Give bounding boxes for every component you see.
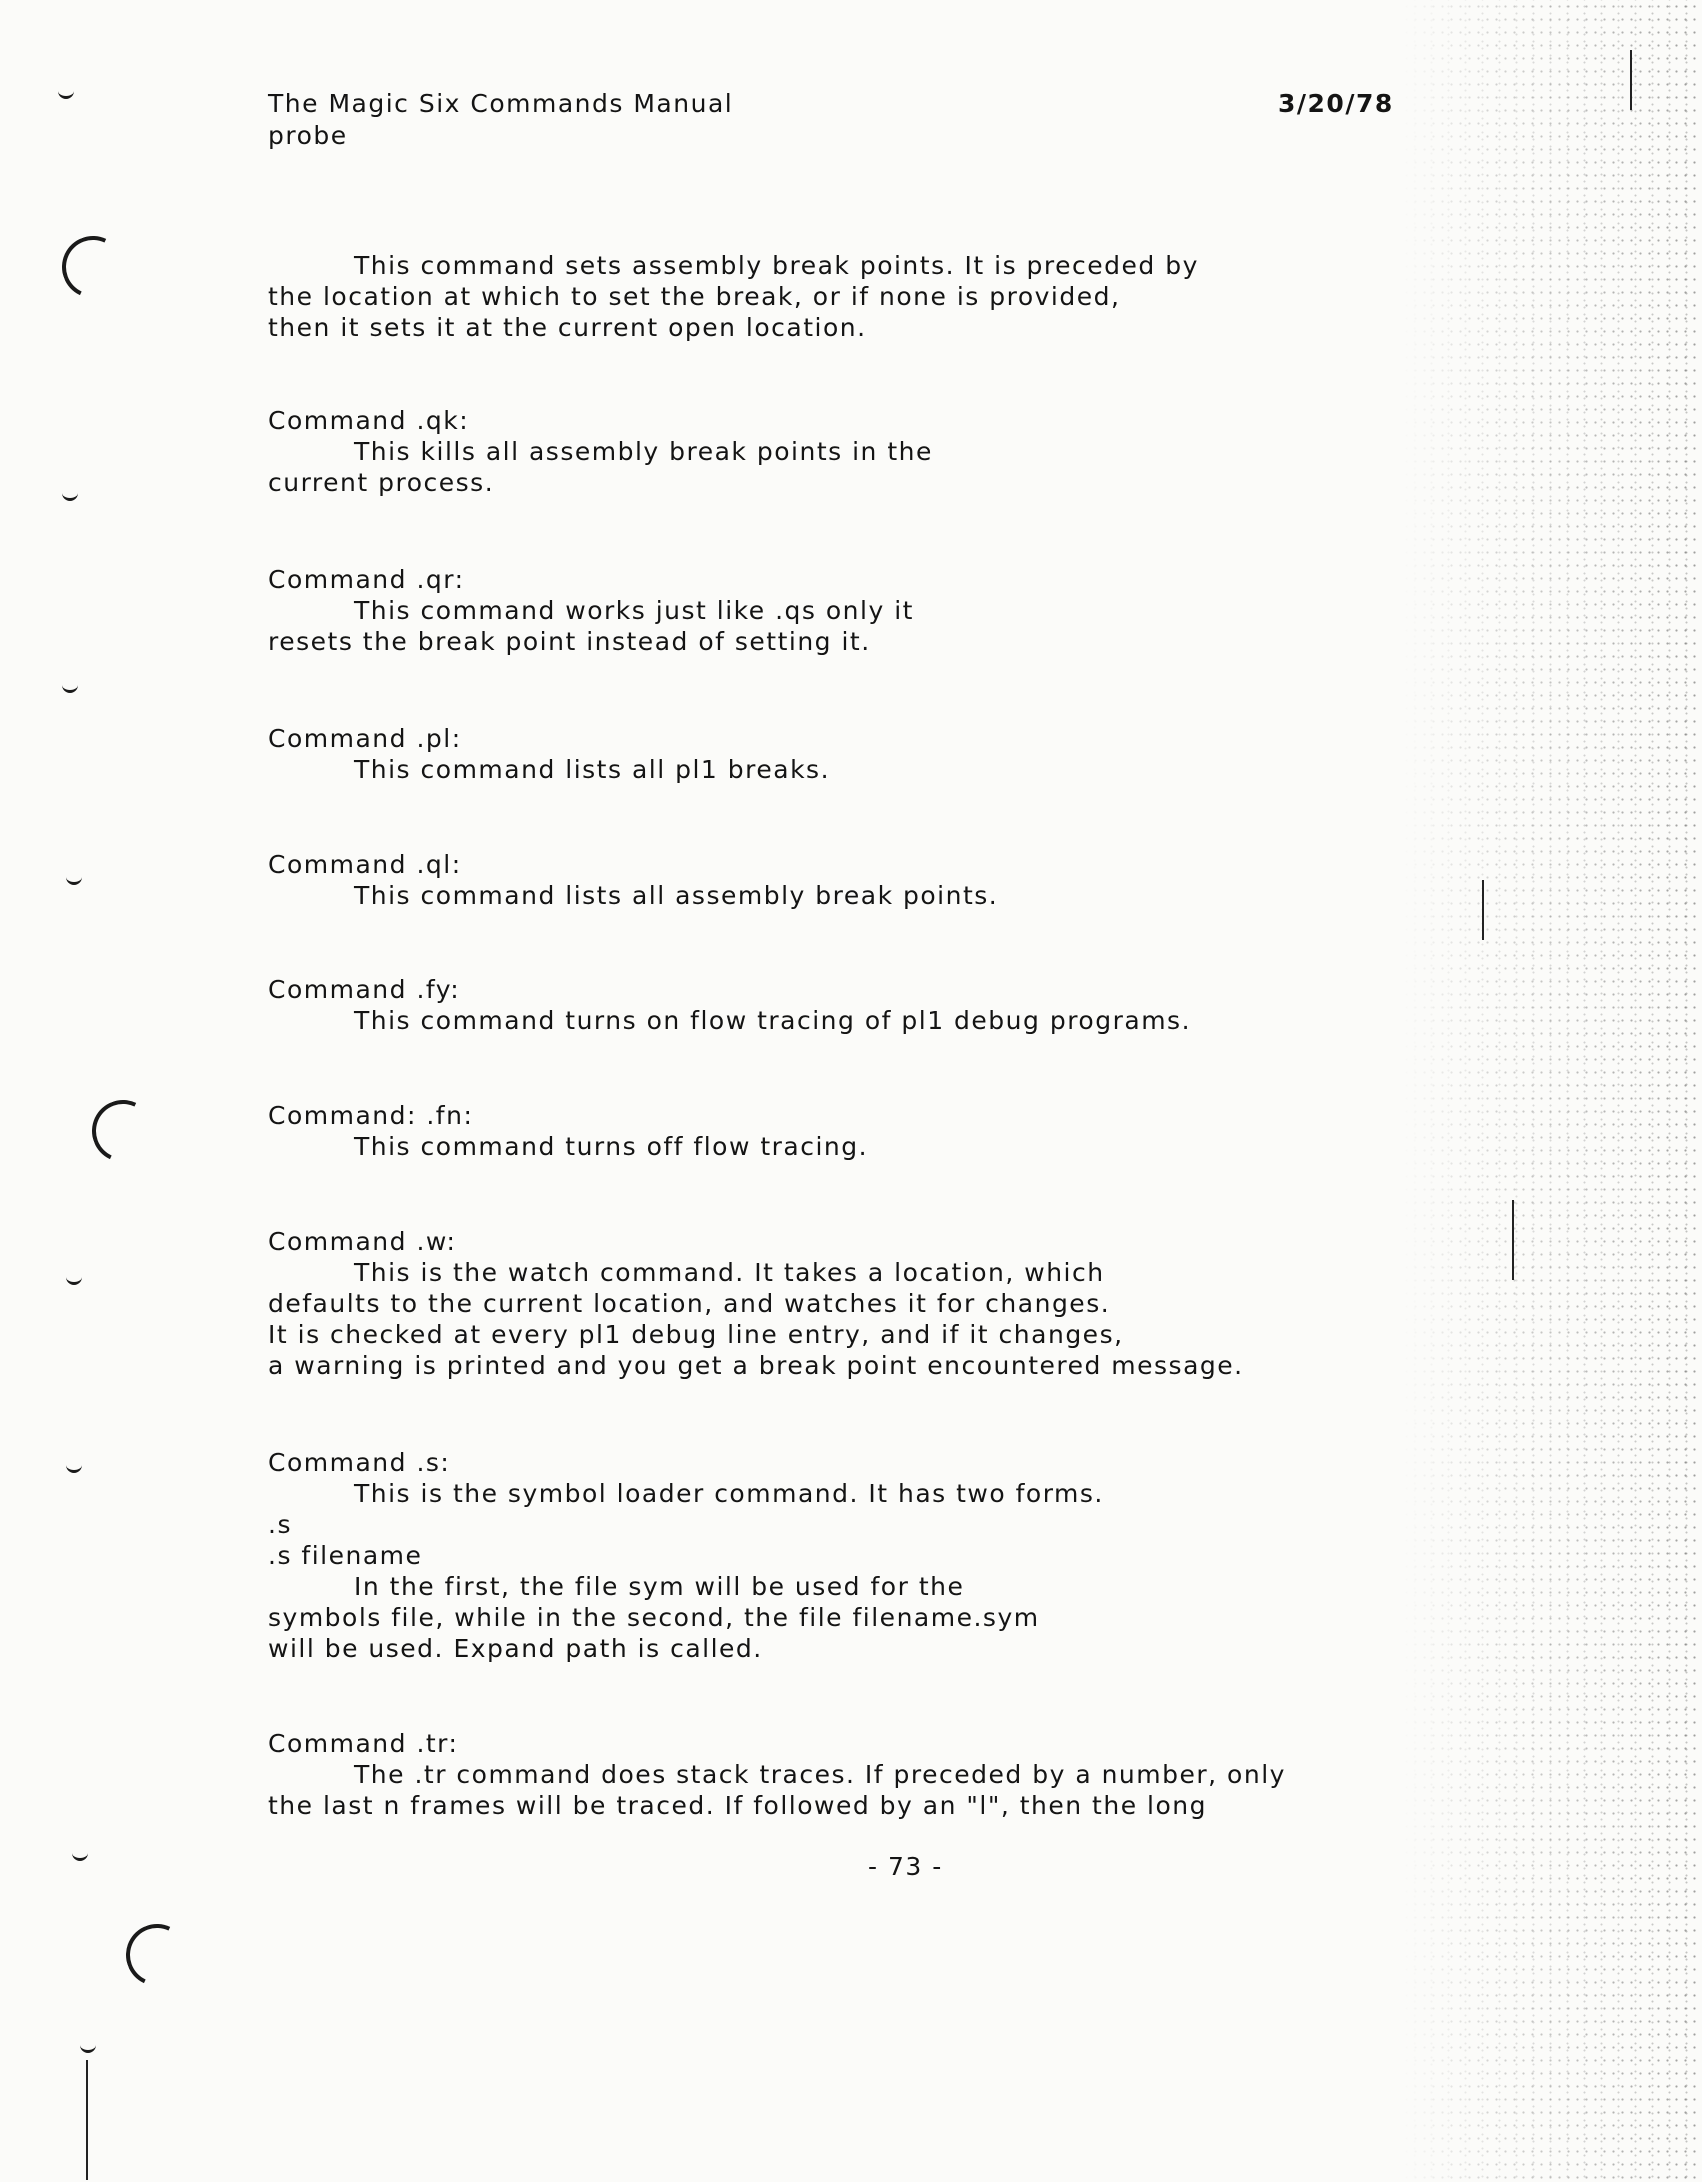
paragraph-line: resets the break point instead of setting it. (268, 627, 871, 656)
command-heading: Command .w: (268, 1227, 457, 1256)
command-heading: Command .s: (268, 1448, 451, 1477)
paragraph-line: the last n frames will be traced. If followed by an "l", then the long (268, 1791, 1207, 1820)
command-heading: Command .ql: (268, 850, 462, 879)
paragraph-line: current process. (268, 468, 495, 497)
paragraph-line: This kills all assembly break points in the (354, 437, 933, 466)
command-section-ql (268, 849, 998, 911)
code-line: .s (268, 1510, 292, 1539)
margin-mark (66, 1276, 82, 1285)
command-heading: Command .qk: (268, 406, 470, 435)
paragraph-line: The .tr command does stack traces. If preceded by a number, only (354, 1760, 1286, 1789)
command-heading: Command: .fn: (268, 1101, 474, 1130)
paragraph-line: defaults to the current location, and watches it for changes. (268, 1289, 1111, 1318)
paragraph-line: It is checked at every pl1 debug line entry, and if it changes, (268, 1320, 1124, 1349)
paragraph-line: then it sets it at the current open location. (268, 313, 867, 342)
punch-hole (117, 1915, 196, 1994)
punch-hole (53, 227, 132, 306)
paragraph-line: will be used. Expand path is called. (268, 1634, 763, 1663)
scan-margin-line (1630, 50, 1632, 110)
paragraph-line: This command turns on flow tracing of pl1 debug programs. (354, 1006, 1192, 1035)
document-date: 3/20/78 (1278, 89, 1394, 118)
scan-edge-noise (1402, 0, 1702, 2182)
paragraph-line: This command lists all pl1 breaks. (354, 755, 831, 784)
command-section-fn (268, 1100, 868, 1162)
command-section-qr (268, 564, 914, 657)
command-heading: Command .tr: (268, 1729, 459, 1758)
code-line: .s filename (268, 1541, 423, 1570)
command-section-s (268, 1447, 1104, 1664)
margin-mark (62, 492, 78, 501)
intro-paragraph (268, 250, 1199, 343)
paragraph-line: This is the watch command. It takes a location, which (354, 1258, 1105, 1287)
paragraph-line: symbols file, while in the second, the file filename.sym (268, 1603, 1040, 1632)
command-section-tr (268, 1728, 1286, 1821)
margin-mark (66, 1464, 82, 1473)
command-heading: Command .qr: (268, 565, 465, 594)
paragraph-line: This command turns off flow tracing. (354, 1132, 869, 1161)
paragraph-line: the location at which to set the break, or if none is provided, (268, 282, 1121, 311)
margin-mark (80, 2044, 96, 2053)
scan-left-edge-line (86, 2060, 88, 2180)
margin-mark (66, 876, 82, 885)
punch-hole (83, 1091, 162, 1170)
scan-margin-line (1482, 880, 1484, 940)
paragraph-line: a warning is printed and you get a break point encountered message. (268, 1351, 1244, 1380)
command-section-fy (268, 974, 1191, 1036)
paragraph-line: This command works just like .qs only it (354, 596, 914, 625)
margin-mark (62, 684, 78, 693)
paragraph-line: This command lists all assembly break points. (354, 881, 999, 910)
page-number: - 73 - (868, 1852, 943, 1881)
command-section-qk (268, 405, 933, 498)
paragraph-line: In the first, the file sym will be used for the (354, 1572, 965, 1601)
margin-mark (72, 1852, 88, 1861)
command-section-w (268, 1226, 1244, 1381)
margin-mark (58, 90, 74, 99)
paragraph-line: This command sets assembly break points. It is preceded by (354, 251, 1199, 280)
command-heading: Command .pl: (268, 724, 462, 753)
scan-margin-line (1512, 1200, 1514, 1280)
command-section-pl (268, 723, 830, 785)
document-title: The Magic Six Commands Manual (268, 89, 734, 118)
command-heading: Command .fy: (268, 975, 461, 1004)
document-subtitle: probe (268, 121, 348, 150)
paragraph-line: This is the symbol loader command. It has two forms. (354, 1479, 1104, 1508)
